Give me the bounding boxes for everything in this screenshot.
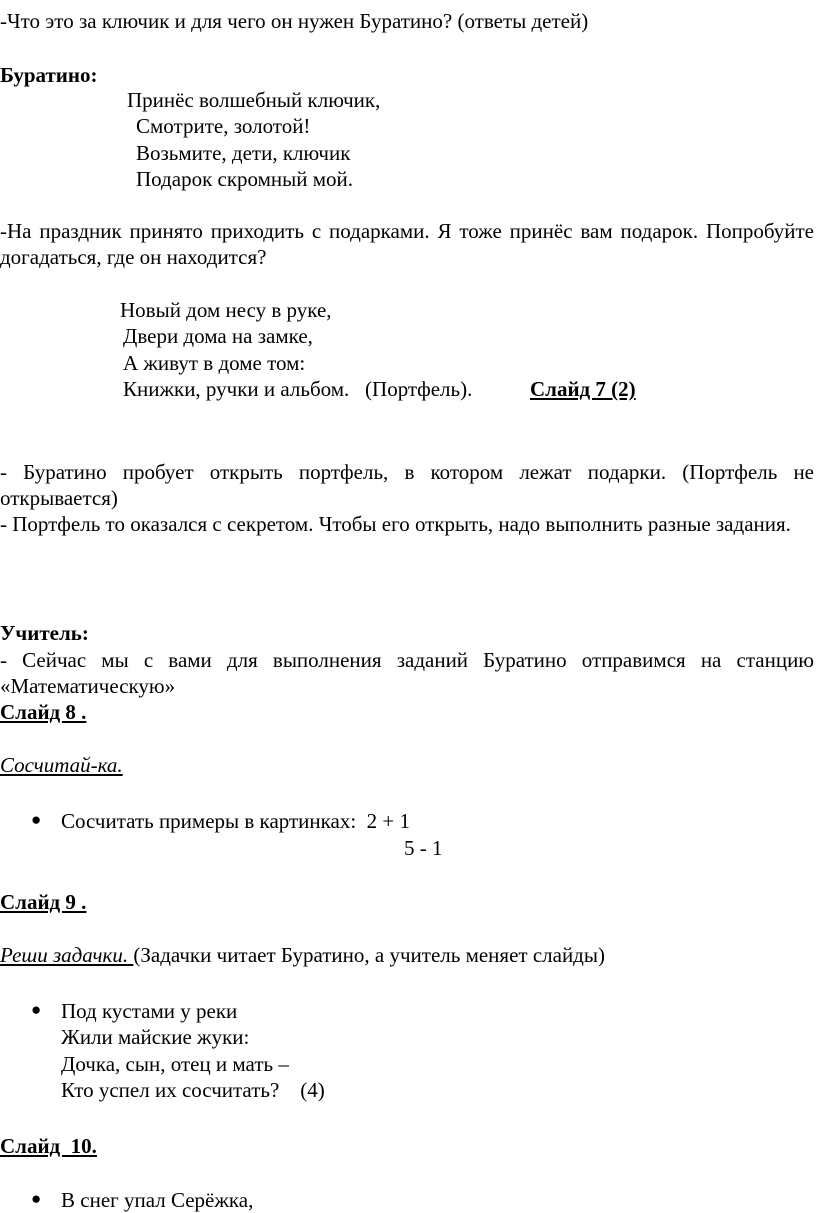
poem2-line: Двери дома на замке, <box>123 324 313 348</box>
bullet-icon: ● <box>31 1000 42 1019</box>
slide-7-label: Слайд 7 (2) <box>530 377 636 401</box>
slide-8-label: Слайд 8 . <box>0 700 87 724</box>
speaker-teacher: Учитель: <box>0 621 89 645</box>
task-problems-line <box>0 942 605 968</box>
task-problems-title: Реши задачки. <box>0 943 134 967</box>
task-count-title: Сосчитай-ка. <box>0 753 123 777</box>
paragraph-secret: - Портфель то оказался с секретом. Чтобы его открыть, надо выполнить разные задания. <box>0 512 791 536</box>
poem3-line: Кто успел их сосчитать? (4) <box>61 1078 325 1102</box>
question-line: -Что это за ключик и для чего он нужен Буратино? (ответы детей) <box>0 9 589 33</box>
poem2-line: Новый дом несу в руке, <box>120 298 332 322</box>
poem2-line: Книжки, ручки и альбом. (Портфель). <box>123 377 473 401</box>
poem1-line: Принёс волшебный ключик, <box>127 88 381 112</box>
poem1-line: Смотрите, золотой! <box>136 114 311 138</box>
poem3-line: Под кустами у реки <box>61 999 238 1023</box>
task-problems-note: (Задачки читает Буратино, а учитель меняет слайды) <box>133 943 605 967</box>
paragraph-buratino-tries: - Буратино пробует открыть портфель, в котором лежат подарки. (Портфель не открывается) <box>0 460 814 510</box>
poem1-line: Подарок скромный мой. <box>136 167 354 191</box>
bullet-icon: ● <box>31 810 42 829</box>
bullet-icon: ● <box>31 1189 42 1208</box>
slide-9-label: Слайд 9 . <box>0 890 87 914</box>
bullet-item-example-2: 5 - 1 <box>404 836 443 860</box>
poem3-line: Жили майские жуки: <box>61 1025 250 1049</box>
speaker-buratino: Буратино: <box>0 63 98 87</box>
poem3-line: Дочка, сын, отец и мать – <box>61 1052 289 1076</box>
paragraph-gift: -На праздник принято приходить с подарками. Я тоже принёс вам подарок. Попробуйте догадаться, где он находится? <box>0 219 814 269</box>
poem2-line: А живут в доме том: <box>123 351 306 375</box>
bullet-item-seryozhka: В снег упал Серёжка, <box>61 1188 254 1212</box>
slide-10-label: Слайд 10. <box>0 1134 97 1158</box>
bullet-item-examples: Сосчитать примеры в картинках: 2 + 1 <box>61 809 411 833</box>
poem1-line: Возьмите, дети, ключик <box>136 141 351 165</box>
paragraph-station: - Сейчас мы с вами для выполнения заданий Буратино отправимся на станцию «Математическую» <box>0 648 814 698</box>
